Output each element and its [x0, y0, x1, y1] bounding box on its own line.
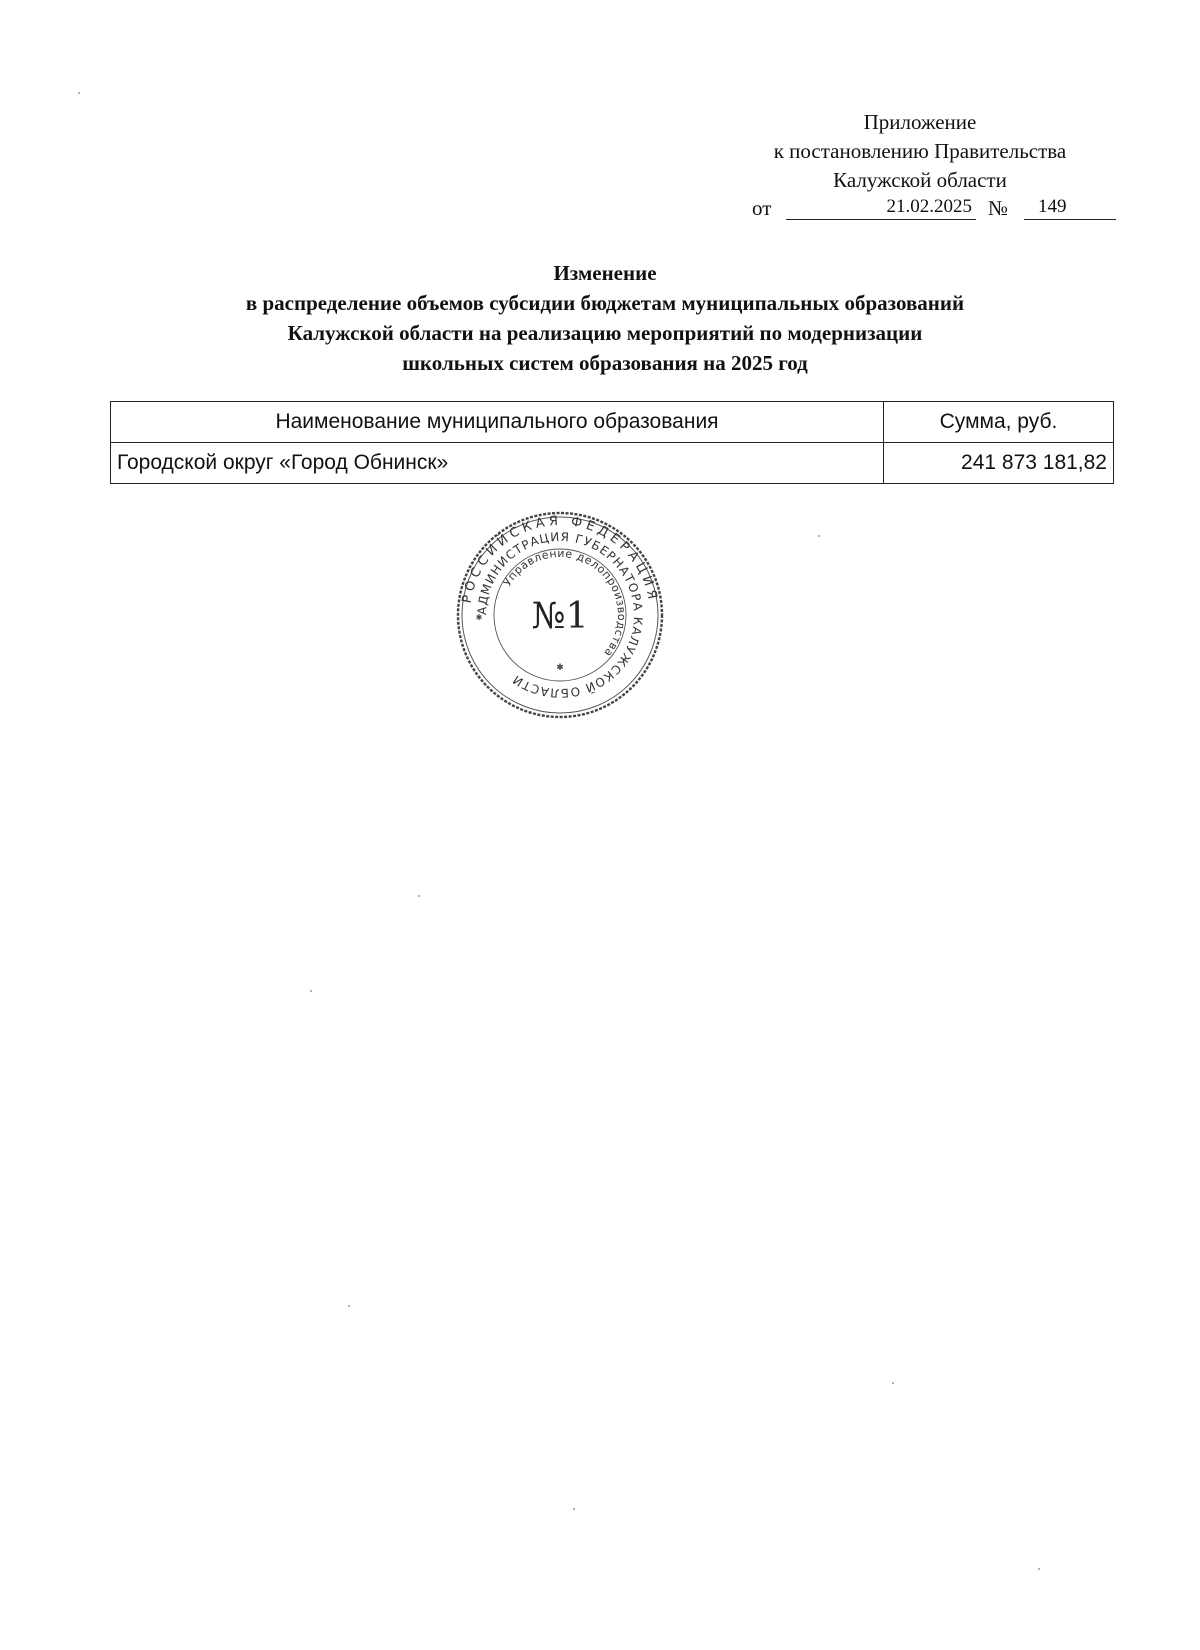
- municipality-name: Городской округ «Город Обнинск»: [111, 443, 884, 484]
- document-title: [110, 258, 1100, 378]
- scan-speck: [818, 535, 820, 537]
- appendix-title: Приложение: [863, 110, 977, 134]
- seal-middle-text: АДМИНИСТРАЦИЯ ГУБЕРНАТОРА КАЛУЖСКОЙ ОБЛАСТИ: [474, 529, 646, 701]
- scan-speck: [78, 92, 80, 94]
- appendix-block: [720, 108, 1120, 195]
- header-municipality: Наименование муниципального образования: [111, 402, 884, 443]
- seal-star-icon: ✱: [556, 663, 564, 673]
- seal-inner-text: Управление делопроизводства: [500, 546, 629, 660]
- title-line-3: Калужской области на реализацию мероприятий по модернизации: [287, 321, 923, 345]
- scan-speck: [1038, 1568, 1040, 1570]
- table-header-row: [111, 402, 1114, 443]
- header-sum: Сумма, руб.: [884, 402, 1114, 443]
- official-seal-icon: [455, 510, 665, 720]
- resolution-date: 21.02.2025: [786, 196, 976, 220]
- title-line-2: в распределение объемов субсидии бюджетам муниципальных образований: [245, 291, 965, 315]
- seal-star-icon: ✱: [475, 613, 483, 622]
- subsidy-sum: 241 873 181,82: [884, 443, 1114, 484]
- table-row: [111, 443, 1114, 484]
- number-label: №: [988, 196, 1009, 220]
- appendix-region: Калужской области: [833, 168, 1007, 192]
- scan-speck: [348, 1305, 350, 1307]
- scan-speck: [892, 1382, 894, 1384]
- resolution-number: 149: [1024, 196, 1116, 220]
- title-line-1: Изменение: [553, 261, 657, 285]
- seal-outer-text: РОССИЙСКАЯ ФЕДЕРАЦИЯ: [459, 513, 661, 605]
- scan-speck: [573, 1508, 575, 1510]
- distribution-table: [110, 401, 1114, 484]
- from-label: от: [752, 196, 772, 220]
- appendix-resolution: к постановлению Правительства: [773, 139, 1067, 163]
- scan-speck: [418, 895, 420, 897]
- seal-center-text: №1: [531, 596, 589, 637]
- scan-speck: [310, 990, 312, 992]
- title-line-4: школьных систем образования на 2025 год: [402, 351, 808, 375]
- resolution-date-number: [752, 196, 1132, 226]
